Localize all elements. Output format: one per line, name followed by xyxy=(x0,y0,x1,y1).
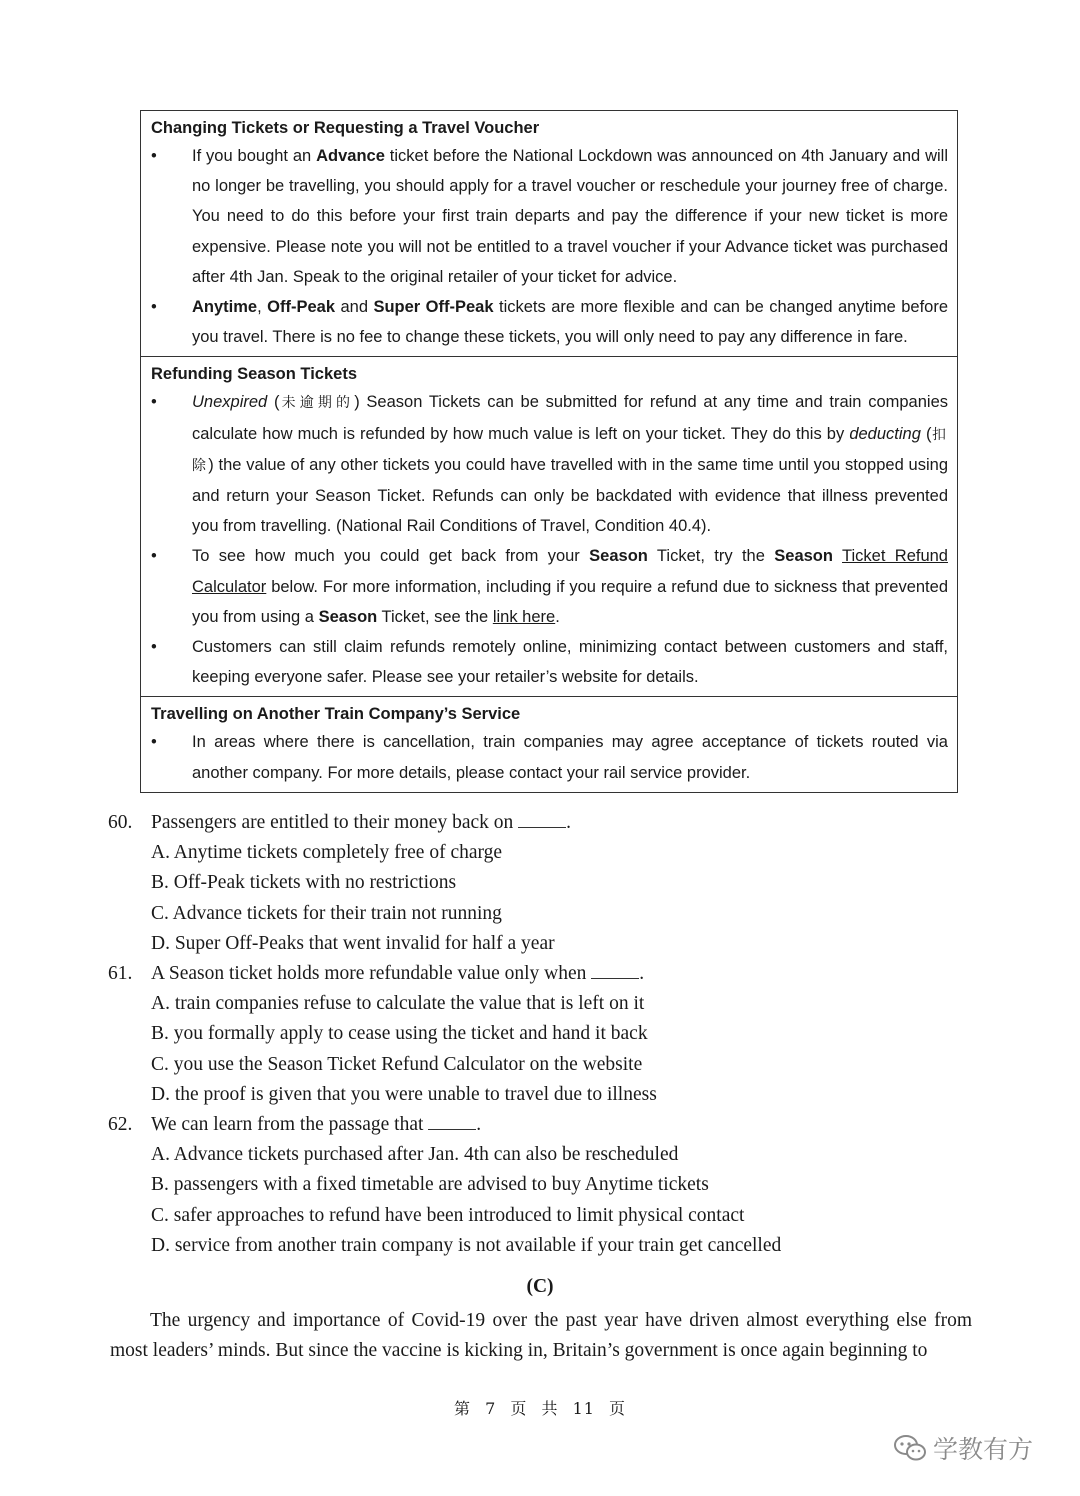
section-c-paragraph: The urgency and importance of Covid-19 over the past year have driven almost everything else from most leaders’ minds. But since the vaccine is kicking in, Britain’s government is once again beginning to xyxy=(110,1310,972,1362)
text-run: below. For more information, including if you require a refund due to sickness that prevented you from using a xyxy=(192,577,948,626)
question-text: Passengers are entitled to their money back on xyxy=(151,812,514,833)
question-stem xyxy=(108,959,988,989)
notice-section xyxy=(141,111,957,357)
question-number: 62. xyxy=(108,1114,133,1136)
questions xyxy=(108,808,988,1261)
answer-option: A. Advance tickets purchased after Jan. 4th can also be rescheduled xyxy=(151,1144,679,1166)
italic-text: Unexpired xyxy=(192,393,268,412)
text-run: ticket before the National Lockdown was announced on 4th January and will no longer be travelling, you should apply for a travel voucher or reschedule your journey free of charge. You need to do this before your first train departs and pay the difference if your new ticket is more expensive. Please note you will not be entitled to a travel voucher if your Advance ticket was purchased after 4th Jan. Speak to the original retailer of your ticket for advice. xyxy=(192,147,948,286)
question-text: We can learn from the passage that xyxy=(151,1114,424,1136)
bullet-dot: • xyxy=(151,393,157,412)
chinese-gloss: 未逾期的 xyxy=(279,395,355,412)
bullet-item xyxy=(151,387,948,541)
bullet-item xyxy=(151,632,948,692)
answer-option: B. passengers with a fixed timetable are advised to buy Anytime tickets xyxy=(151,1174,709,1196)
text-run: To see how much you could get back from your xyxy=(192,547,590,566)
link-text[interactable]: Ticket Refund Calculator xyxy=(192,547,948,596)
bullet-dot: • xyxy=(151,733,157,752)
text-run: and xyxy=(335,298,374,317)
bold-text: Anytime xyxy=(192,298,258,317)
text-run: Customers can still claim refunds remotely online, minimizing contact between customers and staff, keeping everyone safer. Please see your retailer’s website for details. xyxy=(192,638,948,687)
footer-part: 页 xyxy=(609,1399,627,1418)
footer-page-number: 7 xyxy=(485,1399,497,1418)
bold-text: Season xyxy=(774,547,833,566)
text-run: Ticket, see the xyxy=(377,607,493,626)
question-number: 60. xyxy=(108,812,133,833)
text-run: ( xyxy=(920,424,932,443)
bullet-dot: • xyxy=(151,147,157,165)
answer-option: D. service from another train company is not available if your train get cancelled xyxy=(151,1234,782,1256)
text-run: Ticket, try the xyxy=(647,547,775,566)
answer-blank xyxy=(591,960,639,979)
notice-section xyxy=(141,697,957,791)
text-run xyxy=(833,547,842,565)
text-run: . xyxy=(555,607,560,626)
bullet-item xyxy=(151,141,948,292)
answer-option: C. you use the Season Ticket Refund Calculator on the website xyxy=(151,1053,643,1075)
question-end: . xyxy=(476,1114,482,1136)
answer-option: A. train companies refuse to calculate the value that is left on it xyxy=(151,993,645,1015)
footer-part: 第 xyxy=(453,1399,471,1418)
watermark-text: 学教有方 xyxy=(933,1435,1034,1464)
answer-blank xyxy=(518,809,566,828)
bullet-item xyxy=(151,292,948,352)
question-number: 61. xyxy=(108,963,133,985)
answer-option: B. you formally apply to cease using the ticket and hand it back xyxy=(151,1023,648,1045)
section-title: Changing Tickets or Requesting a Travel Voucher xyxy=(151,119,540,137)
section-c-heading: (C) xyxy=(526,1276,554,1297)
answer-option: A. Anytime tickets completely free of charge xyxy=(151,842,503,864)
text-run: ) Season Tickets can be submitted for refund at any time and train companies calculate how much is refunded by how much value is left on your ticket. They do this by xyxy=(192,393,948,443)
bold-text: Off-Peak xyxy=(267,298,336,317)
bullet-item xyxy=(151,727,948,787)
notice-section xyxy=(141,357,957,697)
question-text: A Season ticket holds more refundable value only when xyxy=(151,963,587,985)
page-footer xyxy=(0,1396,1080,1419)
footer-total-pages: 11 xyxy=(572,1399,595,1418)
text-run: If you bought an xyxy=(192,147,317,165)
bold-text: Season xyxy=(318,607,378,626)
italic-text: deducting xyxy=(849,424,921,443)
answer-option: D. Super Off-Peaks that went invalid for half a year xyxy=(151,932,555,954)
text-run: In areas where there is cancellation, train companies may agree acceptance of tickets routed via another company. For more details, please contact your rail service provider. xyxy=(192,733,948,782)
question-end: . xyxy=(566,812,572,833)
bullet-dot: • xyxy=(151,638,157,657)
question-end: . xyxy=(639,963,645,985)
chinese-gloss: 扣除 xyxy=(192,426,948,474)
footer-part: 页 xyxy=(510,1399,528,1418)
text-run: , xyxy=(257,298,268,317)
question-stem xyxy=(108,808,988,838)
bullet-dot: • xyxy=(151,298,157,317)
footer-part: 共 xyxy=(541,1399,559,1418)
wechat-icon xyxy=(893,1434,927,1462)
answer-blank xyxy=(428,1111,476,1130)
text-run: ( xyxy=(267,393,280,412)
bold-text: Advance xyxy=(316,147,385,165)
answer-option: B. Off-Peak tickets with no restrictions xyxy=(151,872,457,894)
question-stem xyxy=(108,1110,988,1140)
section-title: Refunding Season Tickets xyxy=(151,365,357,384)
text-run: ) the value of any other tickets you could have travelled with in the same time until you stopped using and return your Season Ticket. Refunds can only be backdated with evidence that illness prevented you from travelling. (National Rail Conditions of Travel, Condition 40.4). xyxy=(192,455,948,536)
watermark xyxy=(893,1430,1033,1466)
answer-option: C. Advance tickets for their train not running xyxy=(151,902,502,924)
section-title: Travelling on Another Train Company’s Service xyxy=(151,705,521,724)
bullet-item xyxy=(151,541,948,632)
answer-option: D. the proof is given that you were unable to travel due to illness xyxy=(151,1083,657,1105)
link-text[interactable]: link here xyxy=(492,607,556,626)
bold-text: Season xyxy=(589,547,648,566)
bold-text: Super Off-Peak xyxy=(373,298,494,317)
bullet-dot: • xyxy=(151,547,157,566)
text-run: tickets are more flexible and can be changed anytime before you travel. There is no fee to change these tickets, you will only need to pay any difference in fare. xyxy=(192,298,949,347)
answer-option: C. safer approaches to refund have been introduced to limit physical contact xyxy=(151,1204,745,1226)
notice-box xyxy=(140,110,958,793)
